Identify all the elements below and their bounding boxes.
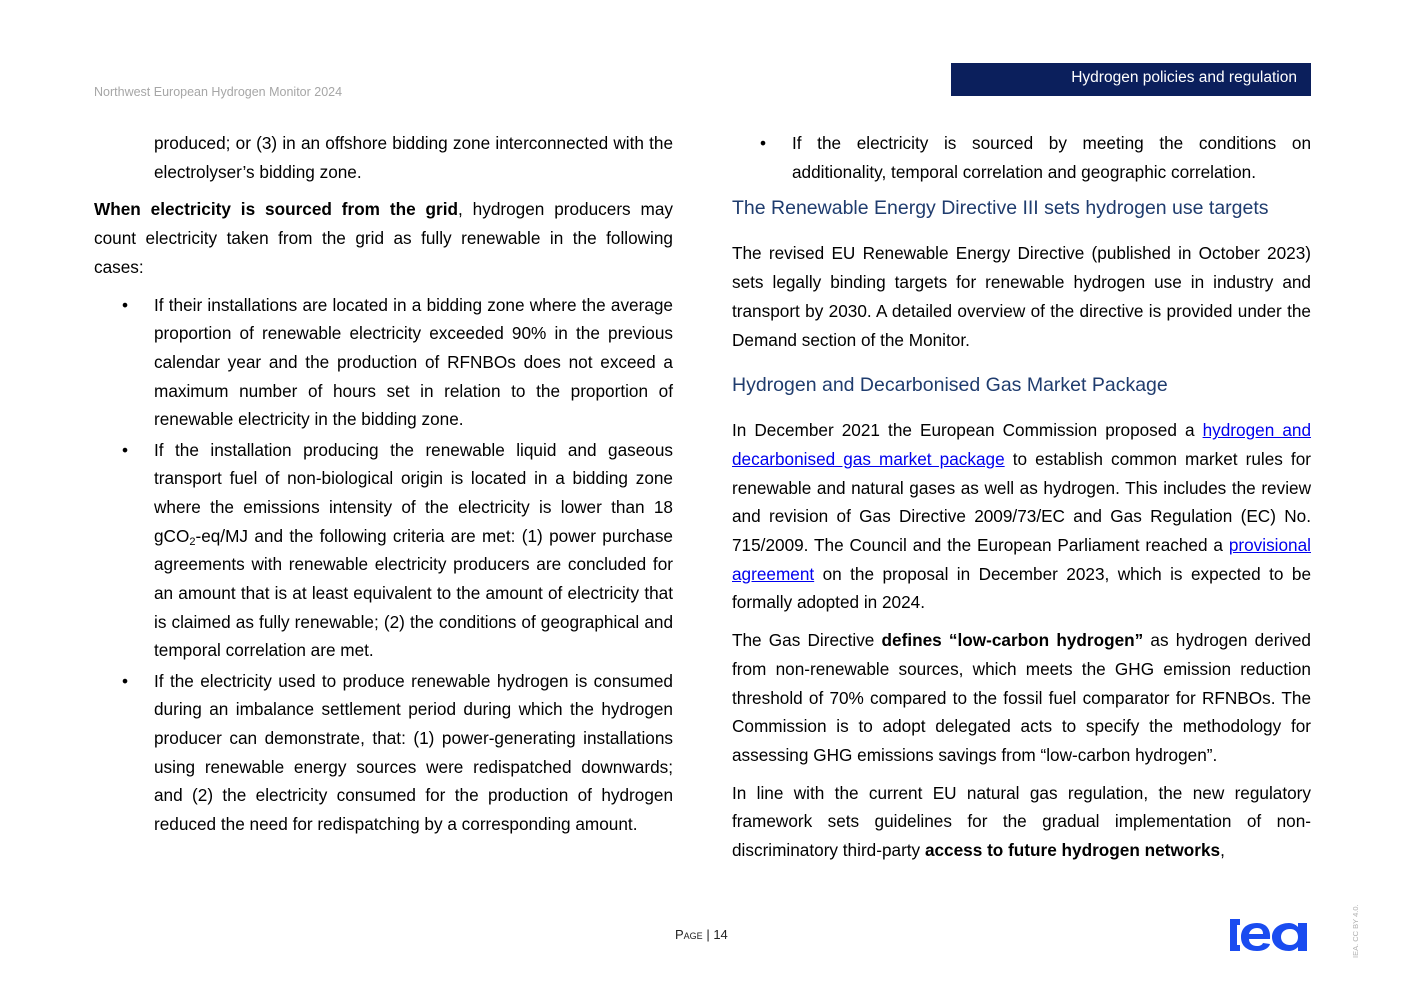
list-item: • If the electricity used to produce renewable hydrogen is consumed during an imbalance settlement period during which the hydrogen producer can demonstrate, that: (1) power-generating installations using renewable energy sources were redispatched downwards; and (2) the electricity consumed for the production of hydrogen reduced the need for redispatching by a corresponding amount. [94,667,673,839]
bullet-icon: • [760,133,767,153]
section-banner: Hydrogen policies and regulation [951,63,1311,96]
heading-gas-package: Hydrogen and Decarbonised Gas Market Package [732,374,1168,397]
page-number: Page | 14 [675,927,728,942]
list-item: • If their installations are located in a bidding zone where the average proportion of renewable electricity exceeded 90% in the previous calendar year and the production of RFNBOs does not exceed a maximum number of hours set in relation to the proportion of renewable electricity in the bidding zone. [94,291,673,435]
grid-paragraph: When electricity is sourced from the grid, hydrogen producers may count electricity taken from the grid as fully renewable in the following cases: [94,199,674,277]
heading-red3: The Renewable Energy Directive III sets hydrogen use targets [732,197,1269,220]
bullet-icon: • [122,294,129,315]
continuation-paragraph: produced; or (3) in an offshore bidding zone interconnected with the electrolyser’s bidding zone. [154,133,673,182]
hydrogen-package-link[interactable]: hydrogen and decarbonised gas market package [732,420,1312,469]
bullet-icon: • [122,439,129,460]
left-column [94,129,673,840]
bullet-icon: • [122,670,129,691]
license-text: IEA. CC BY 4.0. [1351,904,1360,958]
package-paragraph: In December 2021 the European Commission proposed a hydrogen and decarbonised gas market package to establish common market rules for renewable and natural gases as well as hydrogen. This includes the review and revision of Gas Directive 2009/73/EC and Gas Regulation (EC) No. 715/2009. The Council and the European Parliament reached a provisional agreement on the proposal in December 2023, which is expected to be formally adopted in 2024. [732,420,1312,613]
grid-bold-lead: When electricity is sourced from the grid [94,199,458,220]
right-column [732,129,1311,874]
list-item: • If the installation producing the renewable liquid and gaseous transport fuel of non-biological origin is located in a bidding zone where the emissions intensity of the electricity is lower than 18 gCO$_2$-eq/MJ and the following criteria are met: (1) power purchase agreements with renewable electricity producers are concluded for an amount that is at least equivalent to the amount of electricity that is claimed as fully renewable; (2) the conditions of geographical and temporal correlation are met. [94,436,673,666]
provisional-agreement-link[interactable]: provisional agreement [732,535,1311,584]
iea-logo-icon [1229,917,1309,953]
list-item: • If the electricity is sourced by meeting the conditions on additionality, temporal correlation and geographic correlation. [732,129,1311,186]
grid-cases-list [94,291,673,839]
document-title: Northwest European Hydrogen Monitor 2024 [94,85,343,99]
right-bullet-list [732,129,1311,186]
network-paragraph: In line with the current EU natural gas regulation, the new regulatory framework sets guidelines for the gradual implementation of non-discriminatory third-party access to future hydrogen networks, [732,782,1311,861]
red3-paragraph: The revised EU Renewable Energy Directive (published in October 2023) sets legally binding targets for renewable hydrogen use in industry and transport by 2030. A detailed overview of the directive is provided under the Demand section of the Monitor. [732,243,1311,350]
gas-directive-paragraph: The Gas Directive defines “low-carbon hydrogen” as hydrogen derived from non-renewable sources, which meets the GHG emission reduction threshold of 70% compared to the fossil fuel comparator for RFNBOs. The Commission is to adopt delegated acts to specify the methodology for assessing GHG emissions savings from “low-carbon hydrogen”. [732,630,1311,765]
